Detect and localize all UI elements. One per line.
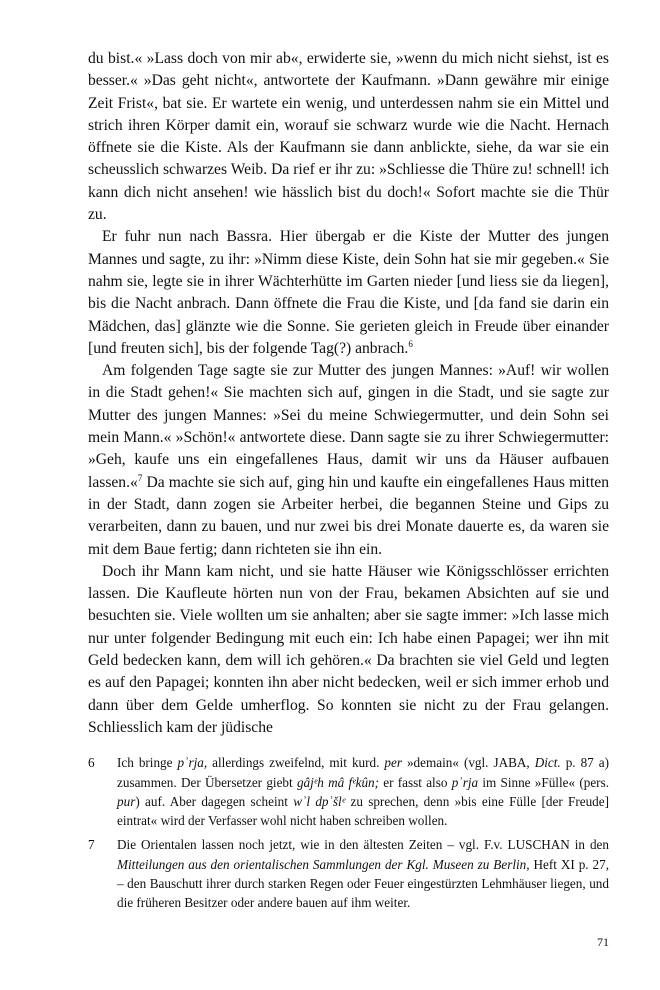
page xyxy=(88,48,609,918)
footnote xyxy=(88,753,609,830)
footnotes xyxy=(88,753,609,912)
footnote-number: 6 xyxy=(88,755,95,771)
footnote-number: 7 xyxy=(88,837,95,853)
paragraph-3: Am folgenden Tage sagte sie zur Mutter des jungen Mannes: »Auf! wir wollen in die Stadt gehen!« Sie machten sich auf, gingen in die Stadt, und sie sagte zur Mutter des jungen Mannes: »Sei du meine Schwiegermutter, und dein Sohn sei mein Mann.« »Schön!« antwortete diese. Dann sagte sie zu ihrer Schwiegermutter: »Geh, kaufe uns ein eingefallenes Haus, damit wir uns da Häuser aufbauen lassen.«$^7$ Da machte sie sich auf, ging hin und kaufte ein eingefallenes Haus mitten in der Stadt, dann zogen sie Arbeiter herbei, die begannen Steine und Gips zu verarbeiten, dann zu bauen, und nur zwei bis drei Monate dauerte es, da waren sie mit dem Baue fertig; dann richteten sie ihn ein. xyxy=(88,362,609,558)
page-number: 71 xyxy=(597,935,609,949)
footnote-text: Die Orientalen lassen noch jetzt, wie in den ältesten Zeiten – vgl. F.v. LUSCHAN in den Mitteilungen aus den orientalischen Sammlungen der Kgl. Museen zu Berlin, Heft XI p. 27, – den Bauschutt ihrer durch starken Regen oder Feuer eingestürzten Lehmhäuser liegen, und die früheren Besitzer oder andere bauen auf ihm weiter. xyxy=(117,837,609,911)
footnote-text: Ich bringe pʾrja, allerdings zweifelnd, mit kurd. per »demain« (vgl. JABA, Dict. p. 87 a) zusammen. Der Übersetzer giebt gâjᵉh mâ fᵉkûn; er fasst also pʾrja im Sinne »Fülle« (pers. pur) auf. Aber dagegen scheint wʾl dpʾšlᵉ zu sprechen, denn »bis eine Fülle [der Freude] eintrat« wird der Verfasser wohl nicht haben schreiben wollen. xyxy=(117,755,610,829)
paragraph-2: Er fuhr nun nach Bassra. Hier übergab er die Kiste der Mutter des jungen Mannes und sagte, zu ihr: »Nimm diese Kiste, dein Sohn hat sie mir gegeben.« Sie nahm sie, legte sie in ihrer Wächterhütte im Garten nieder [und liess sie da liegen], bis die Nacht anbrach. Dann öffnete die Frau die Kiste, und [da fand sie darin ein Mädchen, das] glänzte wie die Sonne. Sie gerieten gleich in Freude über einander [und freuten sich], bis der folgende Tag(?) anbrach.$^6$ xyxy=(88,228,609,357)
paragraph-4: Doch ihr Mann kam nicht, und sie hatte Häuser wie Königsschlösser errichten lassen. Die Kaufleute hörten nun von der Frau, bekamen Absichten auf sie und besuchten sie. Viele wollten um sie anhalten; aber sie sagte immer: »Ich lasse mich nur unter folgender Bedingung mit euch ein: Ich habe einen Papagei; wer ihn mit Geld bedecken kann, dem will ich gehören.« Da brachten sie viel Geld und legten es auf den Papagei; konnten ihn aber nicht bedecken, weil er sich immer erhob und dann über dem Gelde umherflog. So konnten sie nicht zu der Frau gelangen. Schliesslich kam der jüdische xyxy=(88,562,609,736)
footnote-ref-7[interactable]: 7 xyxy=(137,472,143,483)
main-text xyxy=(88,48,609,739)
paragraph-1: du bist.« »Lass doch von mir ab«, erwiderte sie, »wenn du mich nicht siehst, ist es besser.« »Das geht nicht«, antwortete der Kaufmann. »Dann gewähre mir einige Zeit Frist«, bat sie. Er wartete ein wenig, und unterdessen nahm sie ein Mittel und strich ihren Körper damit ein, worauf sie schwarz wurde wie die Nacht. Hernach öffnete sie die Kiste. Als der Kaufmann sie dann anblickte, siehe, da war sie ein scheusslich schwarzes Weib. Da rief er ihr zu: »Schliesse die Thüre zu! schnell! ich kann dich nicht ansehen! wie hässlich bist du doch!« Sofort machte sie die Thür zu. xyxy=(88,50,609,224)
footnote xyxy=(88,835,609,912)
footnote-ref-6[interactable]: 6 xyxy=(408,338,413,349)
